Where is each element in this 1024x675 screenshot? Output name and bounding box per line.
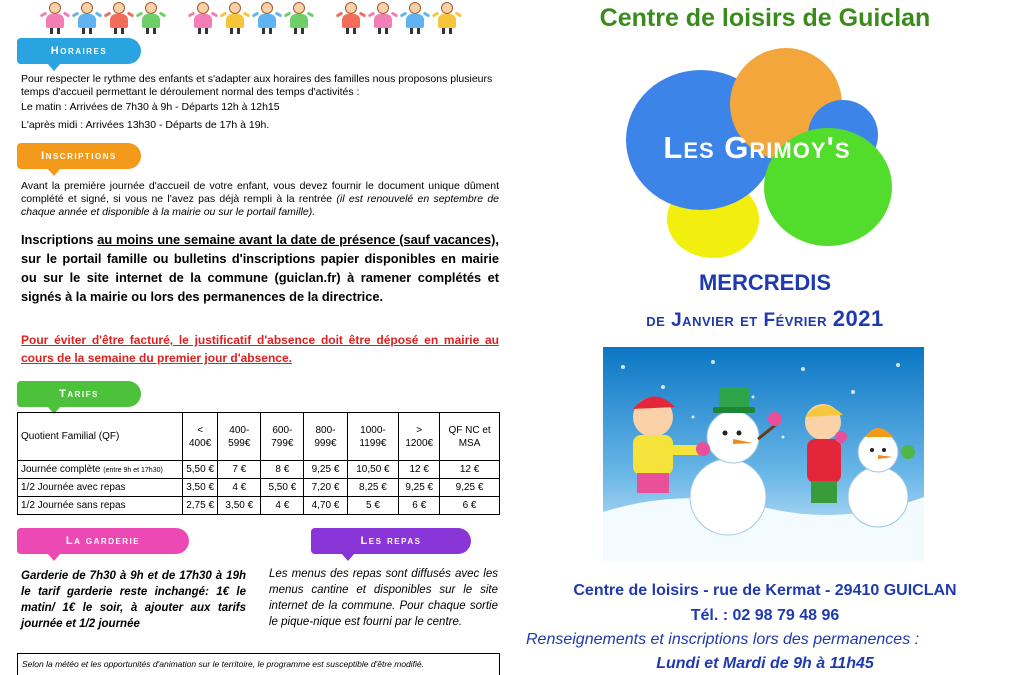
horaires-intro: Pour respecter le rythme des enfants et s'adapter aux horaires des familles nous proposons plusieurs temps d'accueil permettant le déroulement normal des temps d'activités : [21, 73, 493, 98]
price-cell: 6 € [399, 497, 440, 515]
price-cell: 9,25 € [399, 479, 440, 497]
winter-snowman-illustration [603, 347, 924, 561]
child-figure-icon [336, 0, 366, 34]
mercredis-heading: MERCREDIS [698, 270, 831, 295]
child-figure-icon [284, 0, 314, 34]
inscriptions-main-rule [21, 230, 499, 306]
row-label [18, 461, 183, 479]
price-cell: 8 € [261, 461, 304, 479]
price-cell: 3,50 € [218, 497, 261, 515]
child-figure-icon [432, 0, 462, 34]
price-cell: 7,20 € [304, 479, 347, 497]
tarifs-col-header: 400-599€ [218, 413, 261, 461]
centre-title: Centre de loisirs de Guiclan [599, 4, 931, 32]
permanences-info: Renseignements et inscriptions lors des permanences : [526, 631, 920, 648]
centre-phone: Tél. : 02 98 79 48 96 [690, 607, 840, 624]
tarifs-col-header: 600-799€ [261, 413, 304, 461]
row-label-text: Journée complète [21, 464, 101, 475]
horaires-apres-midi: L'après midi : Arrivées 13h30 - Départs de 17h à 19h. [21, 119, 270, 131]
child-figure-icon [220, 0, 250, 34]
child-figure-icon [72, 0, 102, 34]
child-figure-icon [104, 0, 134, 34]
inscriptions-deadline: au moins une semaine avant la date de présence (sauf vacances), [97, 232, 499, 247]
tarifs-table [17, 412, 500, 515]
price-cell: 2,75 € [183, 497, 218, 515]
horaires-matin: Le matin : Arrivées de 7h30 à 9h - Départs 12h à 12h15 [21, 101, 280, 113]
table-row [18, 461, 500, 479]
child-figure-icon [136, 0, 166, 34]
tarifs-col-header: 1000-1199€ [347, 413, 399, 461]
table-row [18, 479, 500, 497]
tarifs-header-row [18, 413, 500, 461]
inscriptions-intro [21, 180, 499, 219]
child-figure-icon [400, 0, 430, 34]
row-label-note: (entre 9h et 17h30) [103, 467, 163, 474]
year-text: 2021 [832, 306, 884, 331]
months-text: de Janvier et Février [646, 310, 827, 331]
tarifs-col-header: > 1200€ [399, 413, 440, 461]
price-cell: 7 € [218, 461, 261, 479]
permanences-days: Lundi et Mardi de 9h à 11h45 [656, 655, 874, 672]
inscriptions-bold-lead: Inscriptions [21, 232, 98, 247]
repas-section-tab: Les repas [311, 528, 471, 554]
price-cell: 5,50 € [261, 479, 304, 497]
child-figure-icon [252, 0, 282, 34]
child-figure-icon [40, 0, 70, 34]
centre-address: Centre de loisirs - rue de Kermat - 29410 GUICLAN [573, 582, 957, 599]
price-cell: 6 € [440, 497, 500, 515]
child-figure-icon [188, 0, 218, 34]
price-cell: 5 € [347, 497, 399, 515]
repas-text: Les menus des repas sont diffusés avec les menus cantine et disponibles sur le site internet de la commune. Pour chaque sortie le pique-nique est fourni par le centre. [269, 568, 498, 628]
grimoys-logo [612, 40, 902, 265]
inscriptions-intro-italic: (il est renouvelé en septembre de chaque année et disponible à la mairie ou sur le portail famille). [21, 193, 499, 218]
price-cell: 4 € [218, 479, 261, 497]
price-cell: 4,70 € [304, 497, 347, 515]
months-heading [560, 306, 970, 332]
inscriptions-bold-rest: sur le portail famille ou bulletins d'inscriptions papier disponibles en mairie ou sur le site internet de la commune (guiclan.fr) à ramener complétés et signés à la mairie ou lors des permanences de la directrice. [21, 251, 499, 304]
price-cell: 12 € [399, 461, 440, 479]
tarifs-col-header: < 400€ [183, 413, 218, 461]
tarifs-header-label: Quotient Familial (QF) [18, 413, 183, 461]
price-cell: 5,50 € [183, 461, 218, 479]
absence-warning: Pour éviter d'être facturé, le justificatif d'absence doit être déposé en mairie au cours de la semaine du premier jour d'absence. [21, 333, 499, 365]
row-label: 1/2 Journée sans repas [18, 497, 183, 515]
inscriptions-intro-text: Avant la première journée d'accueil de votre enfant, vous devez fournir le document unique dûment complété et signé, si vous ne l'avez pas déjà rempli à la rentrée [21, 180, 499, 205]
tarifs-col-header: 800-999€ [304, 413, 347, 461]
tarifs-section-tab: Tarifs [17, 381, 141, 407]
children-illustration-strip [40, 0, 500, 36]
child-figure-icon [368, 0, 398, 34]
inscriptions-section-tab: Inscriptions [17, 143, 141, 169]
programme-note: Selon la météo et les opportunités d'animation sur le territoire, le programme est susceptible d'être modifié. [17, 653, 500, 675]
price-cell: 10,50 € [347, 461, 399, 479]
price-cell: 12 € [440, 461, 500, 479]
row-label: 1/2 Journée avec repas [18, 479, 183, 497]
snowman-scene-icon [603, 347, 924, 561]
price-cell: 8,25 € [347, 479, 399, 497]
grimoys-logo-text: Les Grimoy's [663, 130, 851, 165]
horaires-section-tab: Horaires [17, 38, 141, 64]
tarifs-col-header: QF NC et MSA [440, 413, 500, 461]
garderie-section-tab: La garderie [17, 528, 189, 554]
price-cell: 3,50 € [183, 479, 218, 497]
price-cell: 9,25 € [304, 461, 347, 479]
price-cell: 9,25 € [440, 479, 500, 497]
price-cell: 4 € [261, 497, 304, 515]
garderie-text: Garderie de 7h30 à 9h et de 17h30 à 19h le tarif garderie reste inchangé: 1€ le matin/ 1€ le soir, à ajouter aux tarifs journée et 1/2 journée [21, 570, 246, 630]
table-row [18, 497, 500, 515]
